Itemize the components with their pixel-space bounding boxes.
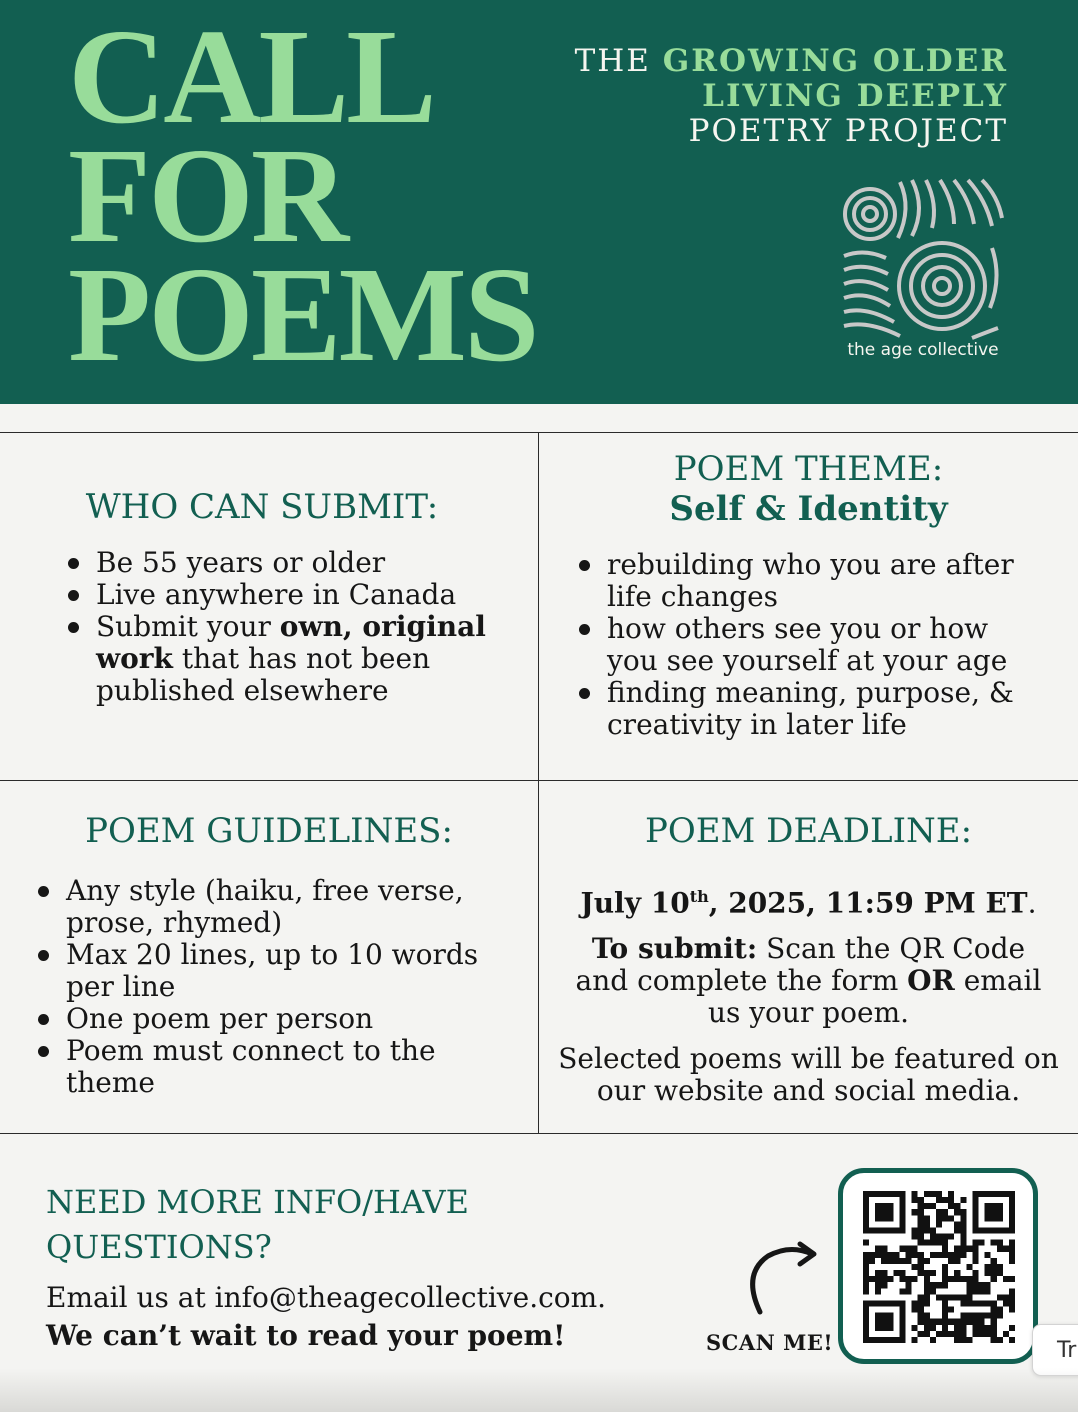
submit-text: email us your poem. (707, 964, 1042, 1030)
qr-code-icon[interactable] (863, 1191, 1015, 1343)
more-info-heading: NEED MORE INFO/HAVE QUESTIONS? (46, 1183, 469, 1266)
title-line: FOR (68, 121, 347, 271)
submit-text: Scan the QR Code and complete the form (575, 932, 1026, 998)
date-text: , 2025, 11:59 PM ET (708, 886, 1028, 920)
concentric-circles-logo-icon (842, 178, 1004, 340)
submit-instructions (574, 933, 1044, 1029)
translate-button[interactable]: Tr (1032, 1324, 1078, 1376)
list-item: Max 20 lines, up to 10 words per line (32, 939, 502, 1003)
list-item: how others see you or how you see yourself at your age (573, 613, 1043, 677)
deadline-heading: POEM DEADLINE: (644, 811, 973, 851)
bottom-shadow (0, 1368, 1078, 1412)
curved-arrow-icon (740, 1238, 830, 1320)
poem-guidelines-section (0, 811, 538, 1099)
call-for-poems-title (68, 2, 537, 390)
theme-heading-line2: Self & Identity (669, 489, 948, 529)
date-text: July 10 (580, 886, 690, 920)
submit-or: OR (907, 964, 955, 998)
header-banner (0, 0, 1078, 404)
poem-deadline-section (539, 811, 1078, 1107)
project-growing: GROWING OLDER (662, 43, 1008, 79)
guidelines-list (32, 875, 502, 1099)
date-suffix: th (689, 887, 709, 906)
theme-heading (539, 449, 1078, 529)
poem-theme-section (539, 449, 1078, 741)
who-can-submit-section (0, 487, 538, 707)
grid-divider (0, 780, 1078, 781)
list-item: Any style (haiku, free verse, prose, rhymed) (32, 875, 502, 939)
closing-line: We can’t wait to read your poem! (46, 1319, 566, 1352)
qr-code-frame[interactable] (838, 1168, 1038, 1364)
who-list (62, 547, 502, 707)
list-item: Poem must connect to the theme (32, 1035, 502, 1099)
scan-me-label: SCAN ME! (706, 1330, 834, 1355)
theme-heading-line1: POEM THEME: (673, 449, 944, 489)
project-poetry: POETRY PROJECT (688, 113, 1008, 149)
item-text: Submit your (96, 610, 280, 643)
list-item: rebuilding who you are after life changes (573, 549, 1043, 613)
guidelines-heading: POEM GUIDELINES: (85, 811, 453, 851)
list-item (62, 611, 502, 707)
info-grid (0, 432, 1078, 1134)
list-item: One poem per person (32, 1003, 502, 1035)
deadline-date (539, 881, 1078, 919)
date-period: . (1027, 886, 1037, 920)
title-line: POEMS (68, 240, 537, 390)
project-living: LIVING DEEPLY (702, 78, 1008, 114)
item-text: that has not been published elsewhere (96, 642, 431, 707)
submit-label: To submit: (591, 932, 758, 966)
project-the: THE (574, 43, 651, 79)
theme-list (573, 549, 1043, 741)
title-line: CALL (68, 2, 434, 152)
list-item: finding meaning, purpose, & creativity in later life (573, 677, 1043, 741)
logo-text: the age collective (847, 340, 999, 360)
email-line[interactable]: Email us at info@theagecollective.com. (46, 1281, 607, 1314)
item-bold: own, original work (96, 610, 486, 675)
list-item: Live anywhere in Canada (62, 579, 502, 611)
featured-note: Selected poems will be featured on our website and social media. (558, 1042, 1059, 1108)
project-name (575, 44, 1008, 149)
list-item: Be 55 years or older (62, 547, 502, 579)
who-heading: WHO CAN SUBMIT: (85, 487, 439, 527)
